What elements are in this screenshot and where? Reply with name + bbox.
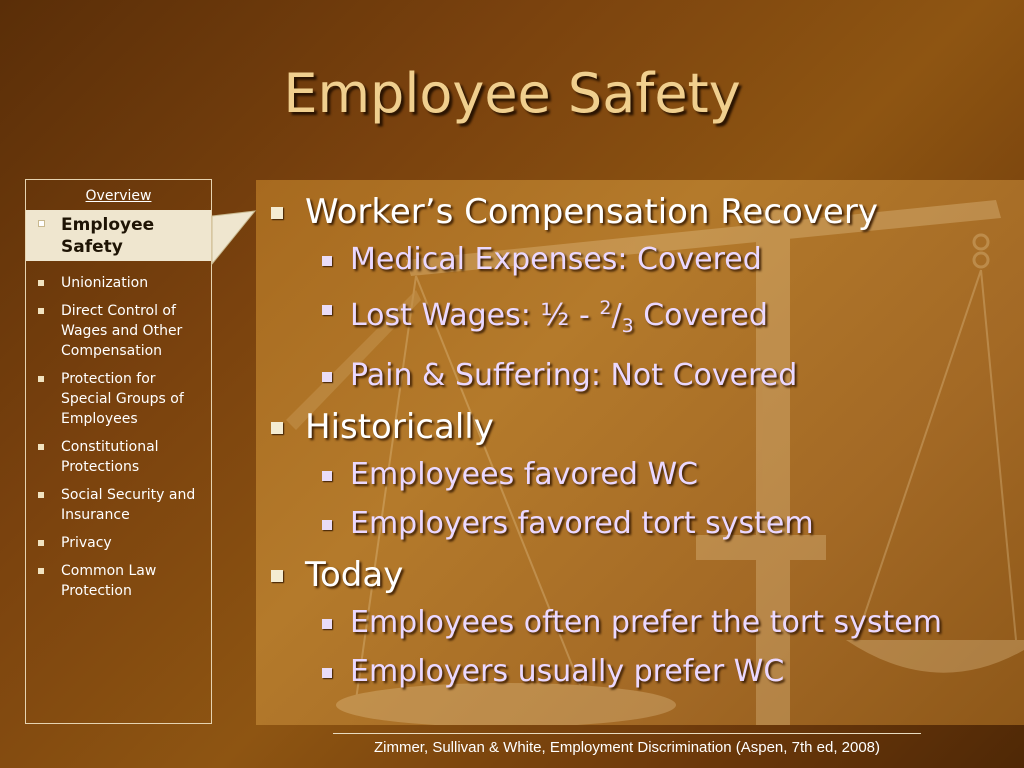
bullet-level2 xyxy=(265,598,1005,647)
bullet-text: Historically xyxy=(305,407,494,447)
lost-wages-prefix: Lost Wages: ½ - xyxy=(350,298,600,333)
square-bullet-icon xyxy=(38,220,45,227)
sidebar-item-employee-safety[interactable] xyxy=(26,210,211,261)
bullet-text: Employers usually prefer WC xyxy=(350,654,785,689)
fraction-denominator: 3 xyxy=(621,315,634,337)
square-bullet-icon xyxy=(322,305,332,315)
square-bullet-icon xyxy=(38,376,44,382)
sidebar-item-label: Unionization xyxy=(61,275,149,291)
bullet-level2 xyxy=(265,235,1005,284)
square-bullet-icon xyxy=(322,520,332,530)
footer-divider xyxy=(333,733,921,734)
sidebar-item-common-law[interactable] xyxy=(26,561,211,601)
bullet-text: Today xyxy=(305,555,404,595)
overview-link[interactable]: Overview xyxy=(85,188,152,204)
square-bullet-icon xyxy=(322,668,332,678)
sidebar-item-label: Privacy xyxy=(61,535,112,551)
square-bullet-icon xyxy=(322,256,332,266)
sidebar-item-label: Protection for Special Groups of Employees xyxy=(61,371,184,427)
bullet-list xyxy=(265,185,1005,696)
bullet-level2 xyxy=(265,351,1005,400)
sidebar-item-label: Employee Safety xyxy=(61,215,155,257)
sidebar-list xyxy=(26,210,211,601)
bullet-text: Pain & Suffering: Not Covered xyxy=(350,358,798,393)
bullet-text: Worker’s Compensation Recovery xyxy=(305,192,878,232)
bullet-level2 xyxy=(265,450,1005,499)
bullet-level2 xyxy=(265,499,1005,548)
square-bullet-icon xyxy=(38,444,44,450)
square-bullet-icon xyxy=(271,422,283,434)
active-item-pointer xyxy=(211,210,257,266)
sidebar-item-label: Social Security and Insurance xyxy=(61,487,196,523)
bullet-text: Medical Expenses: Covered xyxy=(350,242,762,277)
square-bullet-icon xyxy=(38,492,44,498)
sidebar-item-direct-control[interactable] xyxy=(26,301,211,361)
sidebar-item-label: Constitutional Protections xyxy=(61,439,159,475)
square-bullet-icon xyxy=(322,471,332,481)
sidebar-item-constitutional[interactable] xyxy=(26,437,211,477)
bullet-text xyxy=(350,297,768,337)
bullet-level2 xyxy=(265,284,1005,351)
sidebar-item-privacy[interactable] xyxy=(26,533,211,553)
bullet-text: Employers favored tort system xyxy=(350,506,814,541)
square-bullet-icon xyxy=(322,619,332,629)
square-bullet-icon xyxy=(38,568,44,574)
slide-title: Employee Safety xyxy=(283,62,741,125)
bullet-text: Employees often prefer the tort system xyxy=(350,605,942,640)
bullet-level1 xyxy=(265,552,1005,598)
sidebar-item-social-security[interactable] xyxy=(26,485,211,525)
bullet-level1 xyxy=(265,189,1005,235)
lost-wages-suffix: Covered xyxy=(633,298,768,333)
fraction-numerator: 2 xyxy=(599,297,612,319)
sidebar-item-special-groups[interactable] xyxy=(26,369,211,429)
bullet-text: Employees favored WC xyxy=(350,457,699,492)
square-bullet-icon xyxy=(271,207,283,219)
square-bullet-icon xyxy=(38,280,44,286)
square-bullet-icon xyxy=(38,540,44,546)
sidebar-item-label: Direct Control of Wages and Other Compensation xyxy=(61,303,183,359)
bullet-level2 xyxy=(265,647,1005,696)
sidebar-nav xyxy=(25,179,212,724)
footer-citation: Zimmer, Sullivan & White, Employment Discrimination (Aspen, 7th ed, 2008) xyxy=(373,739,881,756)
square-bullet-icon xyxy=(271,570,283,582)
sidebar-item-label: Common Law Protection xyxy=(61,563,157,599)
square-bullet-icon xyxy=(38,308,44,314)
bullet-level1 xyxy=(265,404,1005,450)
sidebar-item-unionization[interactable] xyxy=(26,273,211,293)
fraction-slash: / xyxy=(611,298,622,333)
square-bullet-icon xyxy=(322,372,332,382)
